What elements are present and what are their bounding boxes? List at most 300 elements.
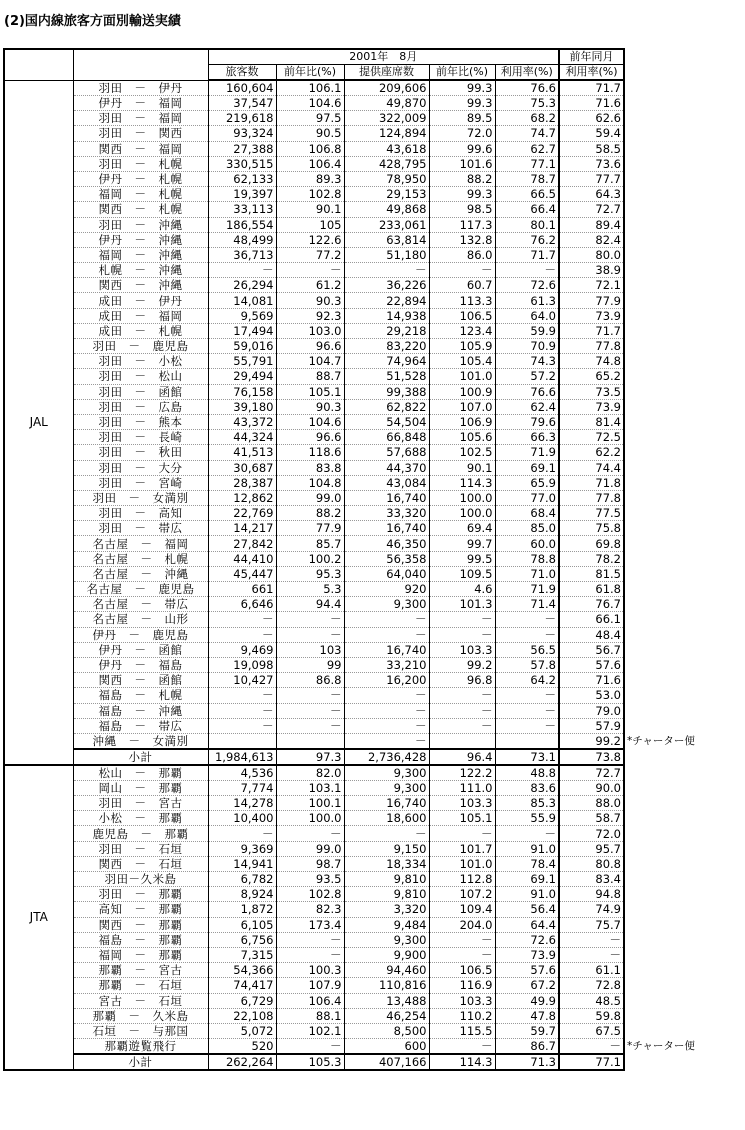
table-row bbox=[4, 978, 624, 993]
load-factor-cell: 57.8 bbox=[495, 657, 559, 672]
pax-yoy-cell: － bbox=[276, 263, 344, 278]
load-factor-cell: 69.1 bbox=[495, 872, 559, 887]
route-cell: 羽田 － 関西 bbox=[73, 126, 208, 141]
prev-load-factor-cell bbox=[559, 1039, 695, 1055]
seats-yoy-cell: 90.1 bbox=[429, 460, 495, 475]
pax-yoy-cell: 82.0 bbox=[276, 765, 344, 781]
route-cell: 成田 － 札幌 bbox=[73, 323, 208, 338]
table-row bbox=[4, 1039, 624, 1055]
pax-yoy-cell: 93.5 bbox=[276, 872, 344, 887]
seats-cell: 14,938 bbox=[344, 308, 429, 323]
route-cell: 伊丹 － 沖縄 bbox=[73, 232, 208, 247]
table-row bbox=[4, 826, 624, 841]
pax-cell: 26,294 bbox=[208, 278, 276, 293]
pax-cell: 19,098 bbox=[208, 657, 276, 672]
seats-yoy-cell: 100.9 bbox=[429, 384, 495, 399]
seats-yoy-cell: 103.3 bbox=[429, 796, 495, 811]
load-factor-cell bbox=[495, 733, 559, 749]
pax-yoy-cell: － bbox=[276, 947, 344, 962]
seats-cell: 83,220 bbox=[344, 339, 429, 354]
prev-load-factor-cell: 74.4 bbox=[559, 460, 624, 475]
table-row bbox=[4, 278, 624, 293]
seats-yoy-cell: 116.9 bbox=[429, 978, 495, 993]
route-cell: 羽田 － 小松 bbox=[73, 354, 208, 369]
seats-yoy-cell: 107.0 bbox=[429, 399, 495, 414]
prev-load-factor-cell: 65.2 bbox=[559, 369, 624, 384]
seats-yoy-cell: 204.0 bbox=[429, 917, 495, 932]
seats-cell: 51,180 bbox=[344, 247, 429, 262]
prev-load-factor-cell bbox=[559, 733, 695, 749]
table-row bbox=[4, 187, 624, 202]
pax-yoy-cell: 99 bbox=[276, 657, 344, 672]
pax-yoy-cell: 99.0 bbox=[276, 841, 344, 856]
prev-load-factor-cell: 80.0 bbox=[559, 247, 624, 262]
pax-yoy-cell: 96.6 bbox=[276, 430, 344, 445]
prev-load-factor-cell: 72.7 bbox=[559, 202, 624, 217]
load-factor-cell: 77.1 bbox=[495, 156, 559, 171]
prev-load-factor-value: － bbox=[609, 1039, 621, 1054]
prev-load-factor-cell: 72.0 bbox=[559, 826, 624, 841]
pax-yoy-cell: － bbox=[276, 718, 344, 733]
route-cell: 羽田 － 鹿児島 bbox=[73, 339, 208, 354]
table-row bbox=[4, 612, 624, 627]
pax-yoy-cell: 103.1 bbox=[276, 780, 344, 795]
table-row bbox=[4, 521, 624, 536]
load-factor-cell: 48.8 bbox=[495, 765, 559, 781]
subtotal-seats-yoy-cell: 114.3 bbox=[429, 1054, 495, 1070]
route-cell: 名古屋 － 鹿児島 bbox=[73, 582, 208, 597]
route-cell: 羽田 － 帯広 bbox=[73, 521, 208, 536]
col-header-seats-yoy: 前年比(%) bbox=[429, 65, 495, 81]
seats-yoy-cell: － bbox=[429, 263, 495, 278]
load-factor-cell: 47.8 bbox=[495, 1008, 559, 1023]
seats-cell: 428,795 bbox=[344, 156, 429, 171]
seats-cell: － bbox=[344, 612, 429, 627]
route-cell: 羽田 － 那覇 bbox=[73, 887, 208, 902]
seats-cell: 18,334 bbox=[344, 856, 429, 871]
table-row bbox=[4, 673, 624, 688]
header-period: 2001年 8月 bbox=[208, 49, 559, 65]
table-row bbox=[4, 445, 624, 460]
prev-load-factor-cell: 74.8 bbox=[559, 354, 624, 369]
table-row bbox=[4, 551, 624, 566]
seats-yoy-cell: 99.2 bbox=[429, 657, 495, 672]
seats-yoy-cell: 101.7 bbox=[429, 841, 495, 856]
seats-yoy-cell: 102.5 bbox=[429, 445, 495, 460]
route-cell: 那覇 － 宮古 bbox=[73, 963, 208, 978]
pax-cell: 186,554 bbox=[208, 217, 276, 232]
pax-cell: 76,158 bbox=[208, 384, 276, 399]
load-factor-cell: 56.4 bbox=[495, 902, 559, 917]
prev-load-factor-cell: 74.9 bbox=[559, 902, 624, 917]
seats-cell: 43,618 bbox=[344, 141, 429, 156]
route-cell: 羽田 － 広島 bbox=[73, 399, 208, 414]
header-group-cell bbox=[4, 49, 73, 80]
pax-cell: 6,646 bbox=[208, 597, 276, 612]
load-factor-cell: 66.3 bbox=[495, 430, 559, 445]
seats-cell: 9,810 bbox=[344, 887, 429, 902]
load-factor-cell: 85.3 bbox=[495, 796, 559, 811]
pax-yoy-cell: 100.3 bbox=[276, 963, 344, 978]
load-factor-cell: 67.2 bbox=[495, 978, 559, 993]
load-factor-cell: 76.2 bbox=[495, 232, 559, 247]
seats-cell: － bbox=[344, 733, 429, 749]
seats-yoy-cell: 99.3 bbox=[429, 80, 495, 96]
col-header-load-factor: 利用率(%) bbox=[495, 65, 559, 81]
pax-yoy-cell: － bbox=[276, 688, 344, 703]
pax-cell: 661 bbox=[208, 582, 276, 597]
pax-yoy-cell: 90.5 bbox=[276, 126, 344, 141]
pax-yoy-cell: 100.1 bbox=[276, 796, 344, 811]
pax-cell: 22,769 bbox=[208, 506, 276, 521]
prev-load-factor-cell: 75.8 bbox=[559, 521, 624, 536]
seats-cell: 51,528 bbox=[344, 369, 429, 384]
prev-load-factor-cell: 76.7 bbox=[559, 597, 624, 612]
seats-cell: － bbox=[344, 263, 429, 278]
seats-cell: 46,254 bbox=[344, 1008, 429, 1023]
seats-cell: 46,350 bbox=[344, 536, 429, 551]
route-cell: 羽田 － 長崎 bbox=[73, 430, 208, 445]
seats-cell: 16,200 bbox=[344, 673, 429, 688]
route-cell: 福島 － 帯広 bbox=[73, 718, 208, 733]
table-row bbox=[4, 490, 624, 505]
pax-yoy-cell: 88.7 bbox=[276, 369, 344, 384]
route-cell: 宮古 － 石垣 bbox=[73, 993, 208, 1008]
table-row bbox=[4, 263, 624, 278]
route-cell: 名古屋 － 山形 bbox=[73, 612, 208, 627]
airline-group-label: JAL bbox=[4, 80, 73, 765]
subtotal-seats-cell: 2,736,428 bbox=[344, 749, 429, 765]
pax-yoy-cell: 99.0 bbox=[276, 490, 344, 505]
route-traffic-table bbox=[3, 48, 695, 1071]
prev-load-factor-cell: 77.8 bbox=[559, 490, 624, 505]
page-title: (2)国内線旅客方面別輸送実績 bbox=[4, 14, 181, 29]
route-cell: 成田 － 伊丹 bbox=[73, 293, 208, 308]
seats-yoy-cell: － bbox=[429, 627, 495, 642]
load-factor-cell: 74.7 bbox=[495, 126, 559, 141]
route-cell: 羽田 － 伊丹 bbox=[73, 80, 208, 96]
pax-yoy-cell: 104.8 bbox=[276, 475, 344, 490]
pax-cell: 44,324 bbox=[208, 430, 276, 445]
route-cell: 伊丹 － 函館 bbox=[73, 642, 208, 657]
load-factor-cell: 57.6 bbox=[495, 963, 559, 978]
load-factor-cell: 85.0 bbox=[495, 521, 559, 536]
route-cell: 福岡 － 沖縄 bbox=[73, 247, 208, 262]
table-row bbox=[4, 369, 624, 384]
load-factor-cell: － bbox=[495, 826, 559, 841]
pax-yoy-cell: 104.6 bbox=[276, 96, 344, 111]
table-row bbox=[4, 80, 624, 96]
seats-cell: 110,816 bbox=[344, 978, 429, 993]
seats-cell: 63,814 bbox=[344, 232, 429, 247]
pax-cell: 14,217 bbox=[208, 521, 276, 536]
seats-cell: 78,950 bbox=[344, 171, 429, 186]
seats-cell: 9,300 bbox=[344, 765, 429, 781]
charter-flight-note: *チャーター便 bbox=[627, 1040, 695, 1053]
prev-load-factor-cell: 82.4 bbox=[559, 232, 624, 247]
seats-yoy-cell: 88.2 bbox=[429, 171, 495, 186]
pax-yoy-cell: 89.3 bbox=[276, 171, 344, 186]
prev-load-factor-cell: 83.4 bbox=[559, 872, 624, 887]
route-cell: 福島 － 札幌 bbox=[73, 688, 208, 703]
pax-yoy-cell: － bbox=[276, 612, 344, 627]
pax-cell: － bbox=[208, 612, 276, 627]
pax-yoy-cell: 104.7 bbox=[276, 354, 344, 369]
subtotal-load-factor-cell: 73.1 bbox=[495, 749, 559, 765]
seats-cell: 9,900 bbox=[344, 947, 429, 962]
pax-yoy-cell: 61.2 bbox=[276, 278, 344, 293]
pax-yoy-cell: 88.1 bbox=[276, 1008, 344, 1023]
pax-cell: 19,397 bbox=[208, 187, 276, 202]
seats-yoy-cell: 106.5 bbox=[429, 963, 495, 978]
route-cell: 関西 － 沖縄 bbox=[73, 278, 208, 293]
seats-yoy-cell: － bbox=[429, 826, 495, 841]
pax-cell: － bbox=[208, 627, 276, 642]
pax-yoy-cell: 102.8 bbox=[276, 187, 344, 202]
route-cell: 羽田 － 宮古 bbox=[73, 796, 208, 811]
prev-load-factor-cell: 72.1 bbox=[559, 278, 624, 293]
table-row bbox=[4, 765, 624, 781]
load-factor-cell: 86.7 bbox=[495, 1039, 559, 1055]
header-prev-year: 前年同月 bbox=[559, 49, 624, 65]
table-row bbox=[4, 947, 624, 962]
seats-cell: 33,320 bbox=[344, 506, 429, 521]
table-row bbox=[4, 642, 624, 657]
seats-cell: 94,460 bbox=[344, 963, 429, 978]
seats-yoy-cell: 105.1 bbox=[429, 811, 495, 826]
load-factor-cell: 71.0 bbox=[495, 566, 559, 581]
seats-cell: 49,868 bbox=[344, 202, 429, 217]
pax-cell: － bbox=[208, 718, 276, 733]
prev-load-factor-cell: 62.2 bbox=[559, 445, 624, 460]
col-header-pax-yoy: 前年比(%) bbox=[276, 65, 344, 81]
pax-cell: 27,388 bbox=[208, 141, 276, 156]
col-header-pax: 旅客数 bbox=[208, 65, 276, 81]
seats-yoy-cell: 111.0 bbox=[429, 780, 495, 795]
table-row bbox=[4, 506, 624, 521]
load-factor-cell: － bbox=[495, 612, 559, 627]
prev-load-factor-cell: 80.8 bbox=[559, 856, 624, 871]
pax-yoy-cell: － bbox=[276, 1039, 344, 1055]
prev-load-factor-cell: 59.4 bbox=[559, 126, 624, 141]
pax-cell: 36,713 bbox=[208, 247, 276, 262]
seats-cell: 16,740 bbox=[344, 490, 429, 505]
table-row bbox=[4, 399, 624, 414]
header-row-1 bbox=[4, 49, 624, 65]
pax-yoy-cell: 118.6 bbox=[276, 445, 344, 460]
seats-yoy-cell: － bbox=[429, 932, 495, 947]
pax-cell: 9,469 bbox=[208, 642, 276, 657]
load-factor-cell: 68.2 bbox=[495, 111, 559, 126]
pax-yoy-cell: 90.3 bbox=[276, 293, 344, 308]
prev-load-factor-cell: 73.6 bbox=[559, 156, 624, 171]
route-cell: 羽田 － 大分 bbox=[73, 460, 208, 475]
route-cell: 名古屋 － 札幌 bbox=[73, 551, 208, 566]
pax-cell: 520 bbox=[208, 1039, 276, 1055]
table-row bbox=[4, 126, 624, 141]
pax-yoy-cell bbox=[276, 733, 344, 749]
pax-cell: 93,324 bbox=[208, 126, 276, 141]
seats-cell: 44,370 bbox=[344, 460, 429, 475]
table-row bbox=[4, 1023, 624, 1038]
prev-load-factor-cell: 72.7 bbox=[559, 765, 624, 781]
load-factor-cell: 91.0 bbox=[495, 841, 559, 856]
table-row bbox=[4, 247, 624, 262]
prev-load-factor-cell: 81.5 bbox=[559, 566, 624, 581]
table-row bbox=[4, 96, 624, 111]
seats-cell: 62,822 bbox=[344, 399, 429, 414]
load-factor-cell: 71.7 bbox=[495, 247, 559, 262]
pax-yoy-cell: 104.6 bbox=[276, 414, 344, 429]
pax-cell: 39,180 bbox=[208, 399, 276, 414]
pax-cell: 9,569 bbox=[208, 308, 276, 323]
route-cell: 小松 － 那覇 bbox=[73, 811, 208, 826]
seats-yoy-cell: 69.4 bbox=[429, 521, 495, 536]
table-row bbox=[4, 993, 624, 1008]
load-factor-cell: 64.4 bbox=[495, 917, 559, 932]
pax-yoy-cell: 94.4 bbox=[276, 597, 344, 612]
pax-yoy-cell: 90.1 bbox=[276, 202, 344, 217]
prev-load-factor-cell: 67.5 bbox=[559, 1023, 624, 1038]
seats-yoy-cell: 99.5 bbox=[429, 551, 495, 566]
pax-cell: － bbox=[208, 263, 276, 278]
pax-cell: 160,604 bbox=[208, 80, 276, 96]
subtotal-prev-load-factor-cell: 77.1 bbox=[559, 1054, 624, 1070]
pax-cell: 28,387 bbox=[208, 475, 276, 490]
pax-cell: 22,108 bbox=[208, 1008, 276, 1023]
prev-load-factor-cell: 53.0 bbox=[559, 688, 624, 703]
seats-cell: 16,740 bbox=[344, 642, 429, 657]
pax-yoy-cell: 106.4 bbox=[276, 993, 344, 1008]
route-cell: 関西 － 函館 bbox=[73, 673, 208, 688]
subtotal-pax-yoy-cell: 105.3 bbox=[276, 1054, 344, 1070]
pax-yoy-cell: 122.6 bbox=[276, 232, 344, 247]
load-factor-cell: 83.6 bbox=[495, 780, 559, 795]
pax-yoy-cell: 107.9 bbox=[276, 978, 344, 993]
route-cell: 伊丹 － 札幌 bbox=[73, 171, 208, 186]
pax-yoy-cell: 83.8 bbox=[276, 460, 344, 475]
prev-load-factor-cell: 58.5 bbox=[559, 141, 624, 156]
prev-load-factor-cell: 71.8 bbox=[559, 475, 624, 490]
seats-yoy-cell: 98.5 bbox=[429, 202, 495, 217]
route-cell: 高知 － 那覇 bbox=[73, 902, 208, 917]
route-cell: 羽田 － 高知 bbox=[73, 506, 208, 521]
load-factor-cell: 79.6 bbox=[495, 414, 559, 429]
seats-yoy-cell: － bbox=[429, 703, 495, 718]
pax-cell: 54,366 bbox=[208, 963, 276, 978]
seats-cell: 9,300 bbox=[344, 780, 429, 795]
load-factor-cell: 71.9 bbox=[495, 445, 559, 460]
pax-yoy-cell: 106.1 bbox=[276, 80, 344, 96]
prev-load-factor-cell: 58.7 bbox=[559, 811, 624, 826]
pax-yoy-cell: 103.0 bbox=[276, 323, 344, 338]
load-factor-cell: 66.4 bbox=[495, 202, 559, 217]
prev-load-factor-cell: 59.8 bbox=[559, 1008, 624, 1023]
seats-yoy-cell: 112.8 bbox=[429, 872, 495, 887]
subtotal-row bbox=[4, 1054, 624, 1070]
subtotal-label: 小計 bbox=[73, 1054, 208, 1070]
seats-yoy-cell: － bbox=[429, 947, 495, 962]
route-cell: 鹿児島 － 那覇 bbox=[73, 826, 208, 841]
seats-cell: 209,606 bbox=[344, 80, 429, 96]
pax-yoy-cell: 102.1 bbox=[276, 1023, 344, 1038]
table-row bbox=[4, 475, 624, 490]
table-row bbox=[4, 627, 624, 642]
table-row bbox=[4, 856, 624, 871]
pax-yoy-cell: 86.8 bbox=[276, 673, 344, 688]
prev-load-factor-cell: 62.6 bbox=[559, 111, 624, 126]
pax-yoy-cell: 100.2 bbox=[276, 551, 344, 566]
load-factor-cell: 78.8 bbox=[495, 551, 559, 566]
load-factor-cell: 78.7 bbox=[495, 171, 559, 186]
route-cell: 羽田 － 沖縄 bbox=[73, 217, 208, 232]
subtotal-load-factor-cell: 71.3 bbox=[495, 1054, 559, 1070]
load-factor-cell: 59.9 bbox=[495, 323, 559, 338]
seats-cell: 66,848 bbox=[344, 430, 429, 445]
pax-cell: 33,113 bbox=[208, 202, 276, 217]
load-factor-cell: 74.3 bbox=[495, 354, 559, 369]
load-factor-cell: 65.9 bbox=[495, 475, 559, 490]
route-cell: 関西 － 福岡 bbox=[73, 141, 208, 156]
pax-yoy-cell: 88.2 bbox=[276, 506, 344, 521]
seats-yoy-cell: 89.5 bbox=[429, 111, 495, 126]
table-row bbox=[4, 293, 624, 308]
seats-yoy-cell: 105.4 bbox=[429, 354, 495, 369]
route-cell: 羽田 － 福岡 bbox=[73, 111, 208, 126]
load-factor-cell: 49.9 bbox=[495, 993, 559, 1008]
pax-yoy-cell: 173.4 bbox=[276, 917, 344, 932]
route-cell: 福岡 － 札幌 bbox=[73, 187, 208, 202]
table-row bbox=[4, 657, 624, 672]
table-row bbox=[4, 703, 624, 718]
route-cell: 名古屋 － 福岡 bbox=[73, 536, 208, 551]
seats-yoy-cell: 123.4 bbox=[429, 323, 495, 338]
pax-cell: 4,536 bbox=[208, 765, 276, 781]
seats-yoy-cell: 99.3 bbox=[429, 96, 495, 111]
table-row bbox=[4, 841, 624, 856]
seats-yoy-cell: 99.7 bbox=[429, 536, 495, 551]
prev-load-factor-cell: 73.9 bbox=[559, 308, 624, 323]
load-factor-cell: － bbox=[495, 627, 559, 642]
pax-cell: 48,499 bbox=[208, 232, 276, 247]
load-factor-cell: 59.7 bbox=[495, 1023, 559, 1038]
pax-cell: 8,924 bbox=[208, 887, 276, 902]
load-factor-cell: 66.5 bbox=[495, 187, 559, 202]
pax-cell: 27,842 bbox=[208, 536, 276, 551]
seats-cell: 18,600 bbox=[344, 811, 429, 826]
seats-cell: 13,488 bbox=[344, 993, 429, 1008]
route-cell: 関西 － 石垣 bbox=[73, 856, 208, 871]
seats-yoy-cell: 109.5 bbox=[429, 566, 495, 581]
seats-yoy-cell: 117.3 bbox=[429, 217, 495, 232]
seats-cell: 22,894 bbox=[344, 293, 429, 308]
table-row bbox=[4, 917, 624, 932]
subtotal-seats-cell: 407,166 bbox=[344, 1054, 429, 1070]
header-route-cell bbox=[73, 49, 208, 80]
seats-cell: － bbox=[344, 703, 429, 718]
seats-yoy-cell: 114.3 bbox=[429, 475, 495, 490]
load-factor-cell: 72.6 bbox=[495, 278, 559, 293]
pax-cell: － bbox=[208, 703, 276, 718]
pax-cell: 62,133 bbox=[208, 171, 276, 186]
seats-cell: 29,218 bbox=[344, 323, 429, 338]
prev-load-factor-cell: 72.5 bbox=[559, 430, 624, 445]
seats-yoy-cell: 101.0 bbox=[429, 369, 495, 384]
pax-yoy-cell: － bbox=[276, 826, 344, 841]
seats-cell: 57,688 bbox=[344, 445, 429, 460]
prev-load-factor-cell: － bbox=[559, 947, 624, 962]
table-row bbox=[4, 430, 624, 445]
